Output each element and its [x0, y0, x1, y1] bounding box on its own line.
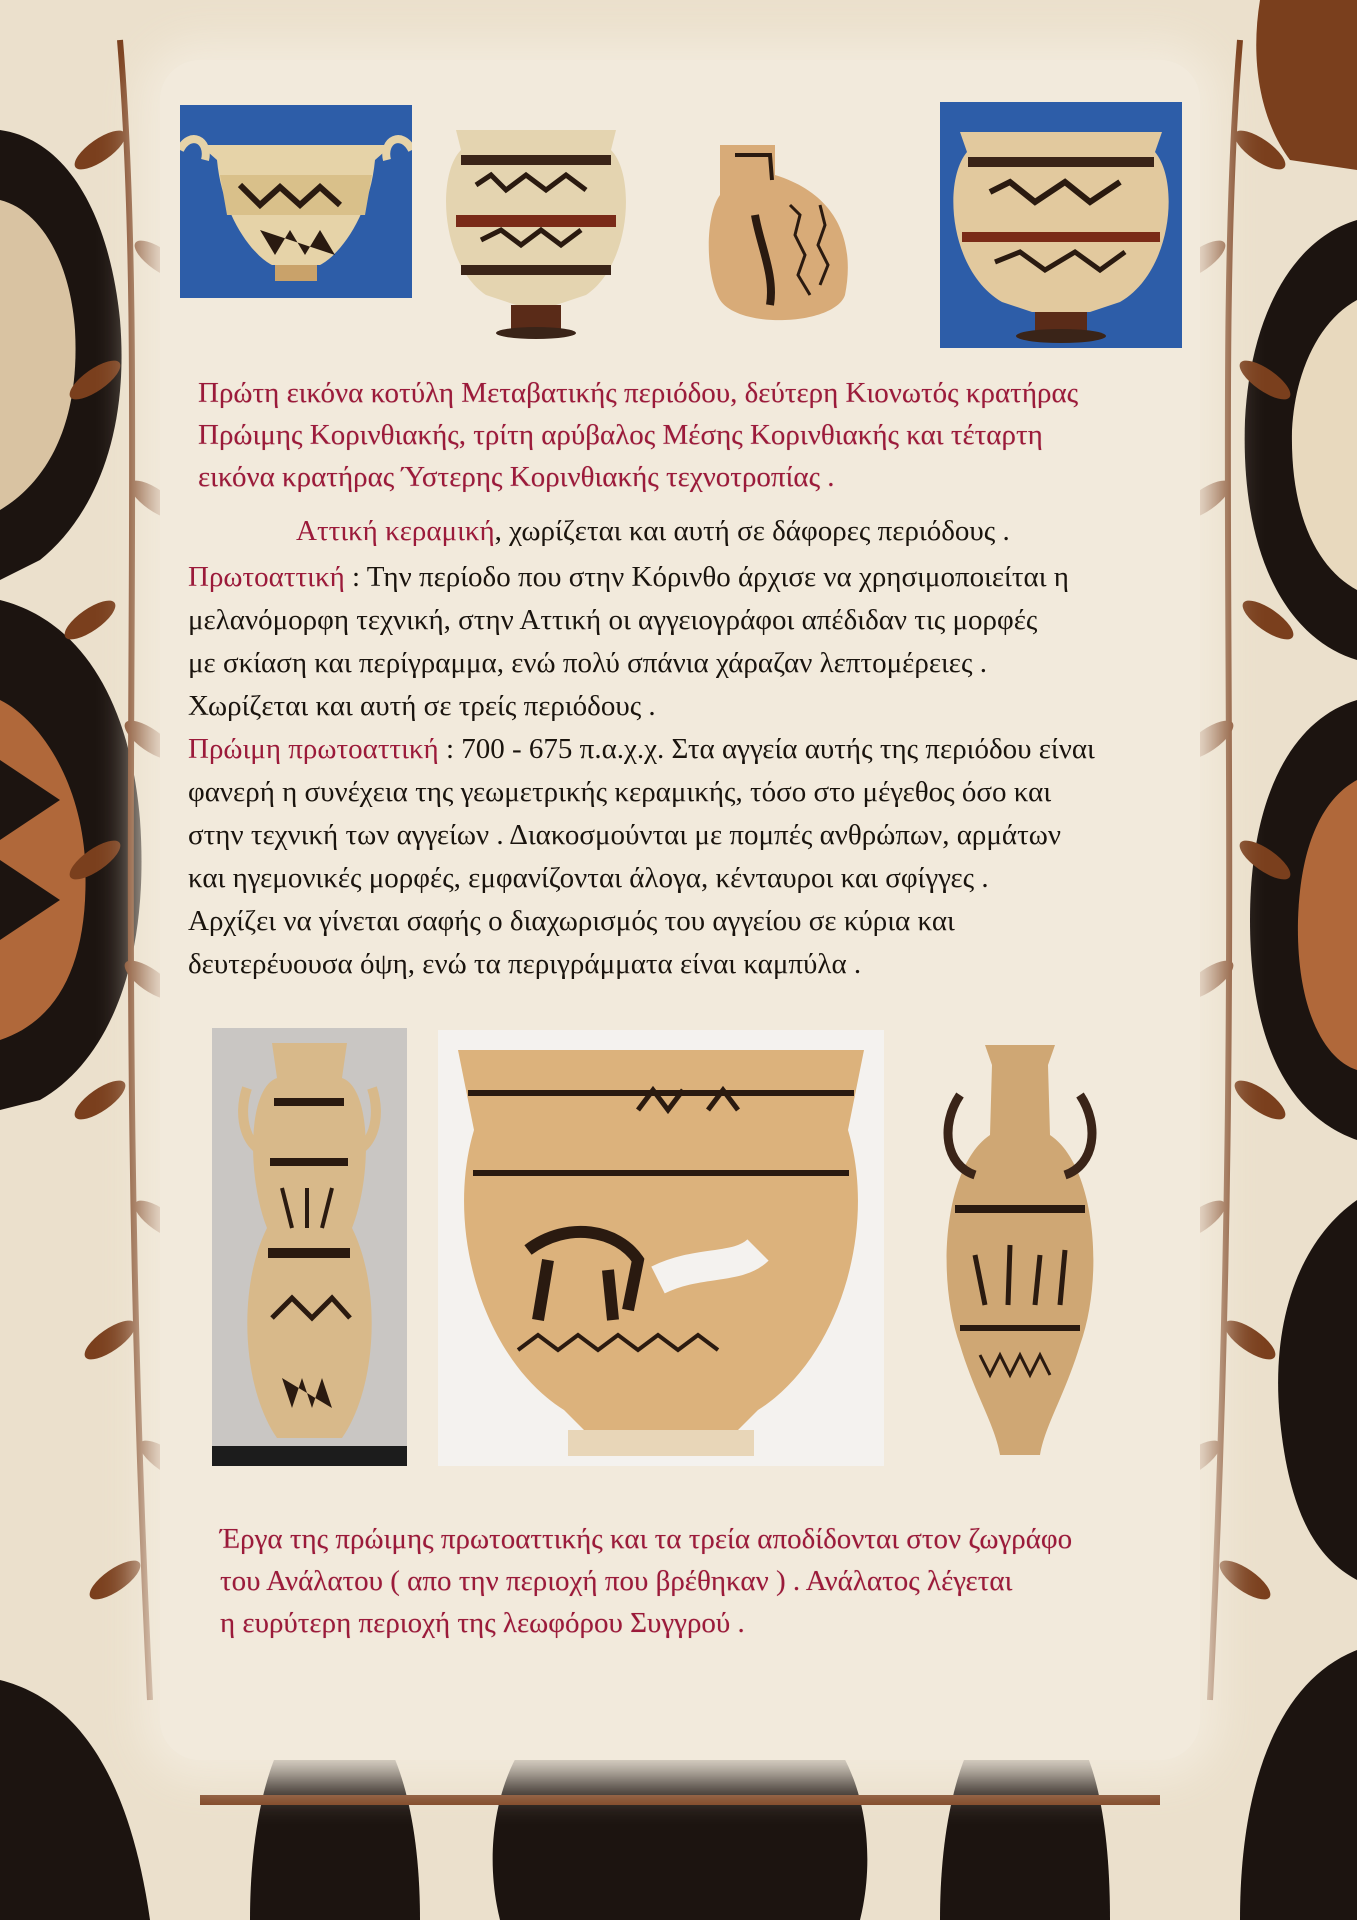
attic-heading	[296, 510, 1010, 553]
early-protoattic-line4: και ηγεμονικές μορφές, εμφανίζονται άλογα, κένταυροι και σφίγγες .	[188, 862, 989, 894]
aryballos-image	[700, 135, 865, 335]
column-krater-image	[436, 115, 636, 340]
caption-top	[198, 372, 1078, 498]
caption-top-line2: Πρώιμης Κορινθιακής, τρίτη αρύβαλος Μέσης Κορινθιακής και τέταρτη	[198, 419, 1043, 451]
protoattic-paragraph	[188, 556, 1095, 986]
early-protoattic-line6: δευτερέυουσα όψη, ενώ τα περιγράμματα είναι καμπύλα .	[188, 948, 862, 980]
attic-title-highlight: Αττική κεραμική	[296, 515, 495, 547]
photo-aryballos	[700, 135, 865, 335]
early-protoattic-label: Πρώιμη πρωτοαττική	[188, 733, 439, 765]
kotyli-image	[180, 105, 412, 298]
early-protoattic-line3: στην τεχνική των αγγείων . Διακοσμούνται με πομπές ανθρώπων, αρμάτων	[188, 819, 1061, 851]
protoattic-line1: : Την περίοδο που στην Κόρινθο άρχισε να χρησιμοποιείται η	[344, 561, 1069, 593]
caption-bottom	[220, 1518, 1072, 1644]
neck-amphora-image	[930, 1035, 1110, 1467]
protoattic-line4: Χωρίζεται και αυτή σε τρείς περιόδους .	[188, 690, 656, 722]
protoattic-line2: μελανόμορφη τεχνική, στην Αττική οι αγγειογράφοι απέδιδαν τις μορφές	[188, 604, 1038, 636]
photo-late-krater	[940, 102, 1182, 348]
photo-horse-krater	[438, 1030, 884, 1466]
photo-kotyli	[180, 105, 412, 298]
loutrophoros-image	[212, 1028, 407, 1466]
photo-loutrophoros	[212, 1028, 407, 1466]
protoattic-label: Πρωτοαττική	[188, 561, 345, 593]
attic-title-rest: , χωρίζεται και αυτή σε δάφορες περιόδους .	[494, 515, 1010, 547]
photo-neck-amphora	[930, 1035, 1110, 1467]
early-protoattic-line2: φανερή η συνέχεια της γεωμετρικής κεραμικής, τόσο στο μέγεθος όσο και	[188, 776, 1052, 808]
caption-top-line1: Πρώτη εικόνα κοτύλη Μεταβατικής περιόδου, δεύτερη Κιονωτός κρατήρας	[198, 377, 1079, 409]
early-protoattic-line1: : 700 - 675 π.α.χ.χ. Στα αγγεία αυτής της περιόδου είναι	[438, 733, 1095, 765]
caption-top-line3: εικόνα κρατήρας Ύστερης Κορινθιακής τεχνοτροπίας .	[198, 461, 835, 493]
caption-bottom-line3: η ευρύτερη περιοχή της λεωφόρου Συγγρού .	[220, 1607, 745, 1639]
late-krater-image	[940, 102, 1182, 348]
protoattic-line3: με σκίαση και περίγραμμα, ενώ πολύ σπάνια χάραζαν λεπτομέρειες .	[188, 647, 987, 679]
photo-column-krater	[436, 115, 636, 340]
caption-bottom-line2: του Ανάλατου ( απο την περιοχή που βρέθηκαν ) . Ανάλατος λέγεται	[220, 1565, 1013, 1597]
horse-krater-image	[438, 1030, 884, 1466]
early-protoattic-line5: Αρχίζει να γίνεται σαφής ο διαχωρισμός του αγγείου σε κύρια και	[188, 905, 955, 937]
caption-bottom-line1: Έργα της πρώιμης πρωτοαττικής και τα τρεία αποδίδονται στον ζωγράφο	[220, 1523, 1073, 1555]
